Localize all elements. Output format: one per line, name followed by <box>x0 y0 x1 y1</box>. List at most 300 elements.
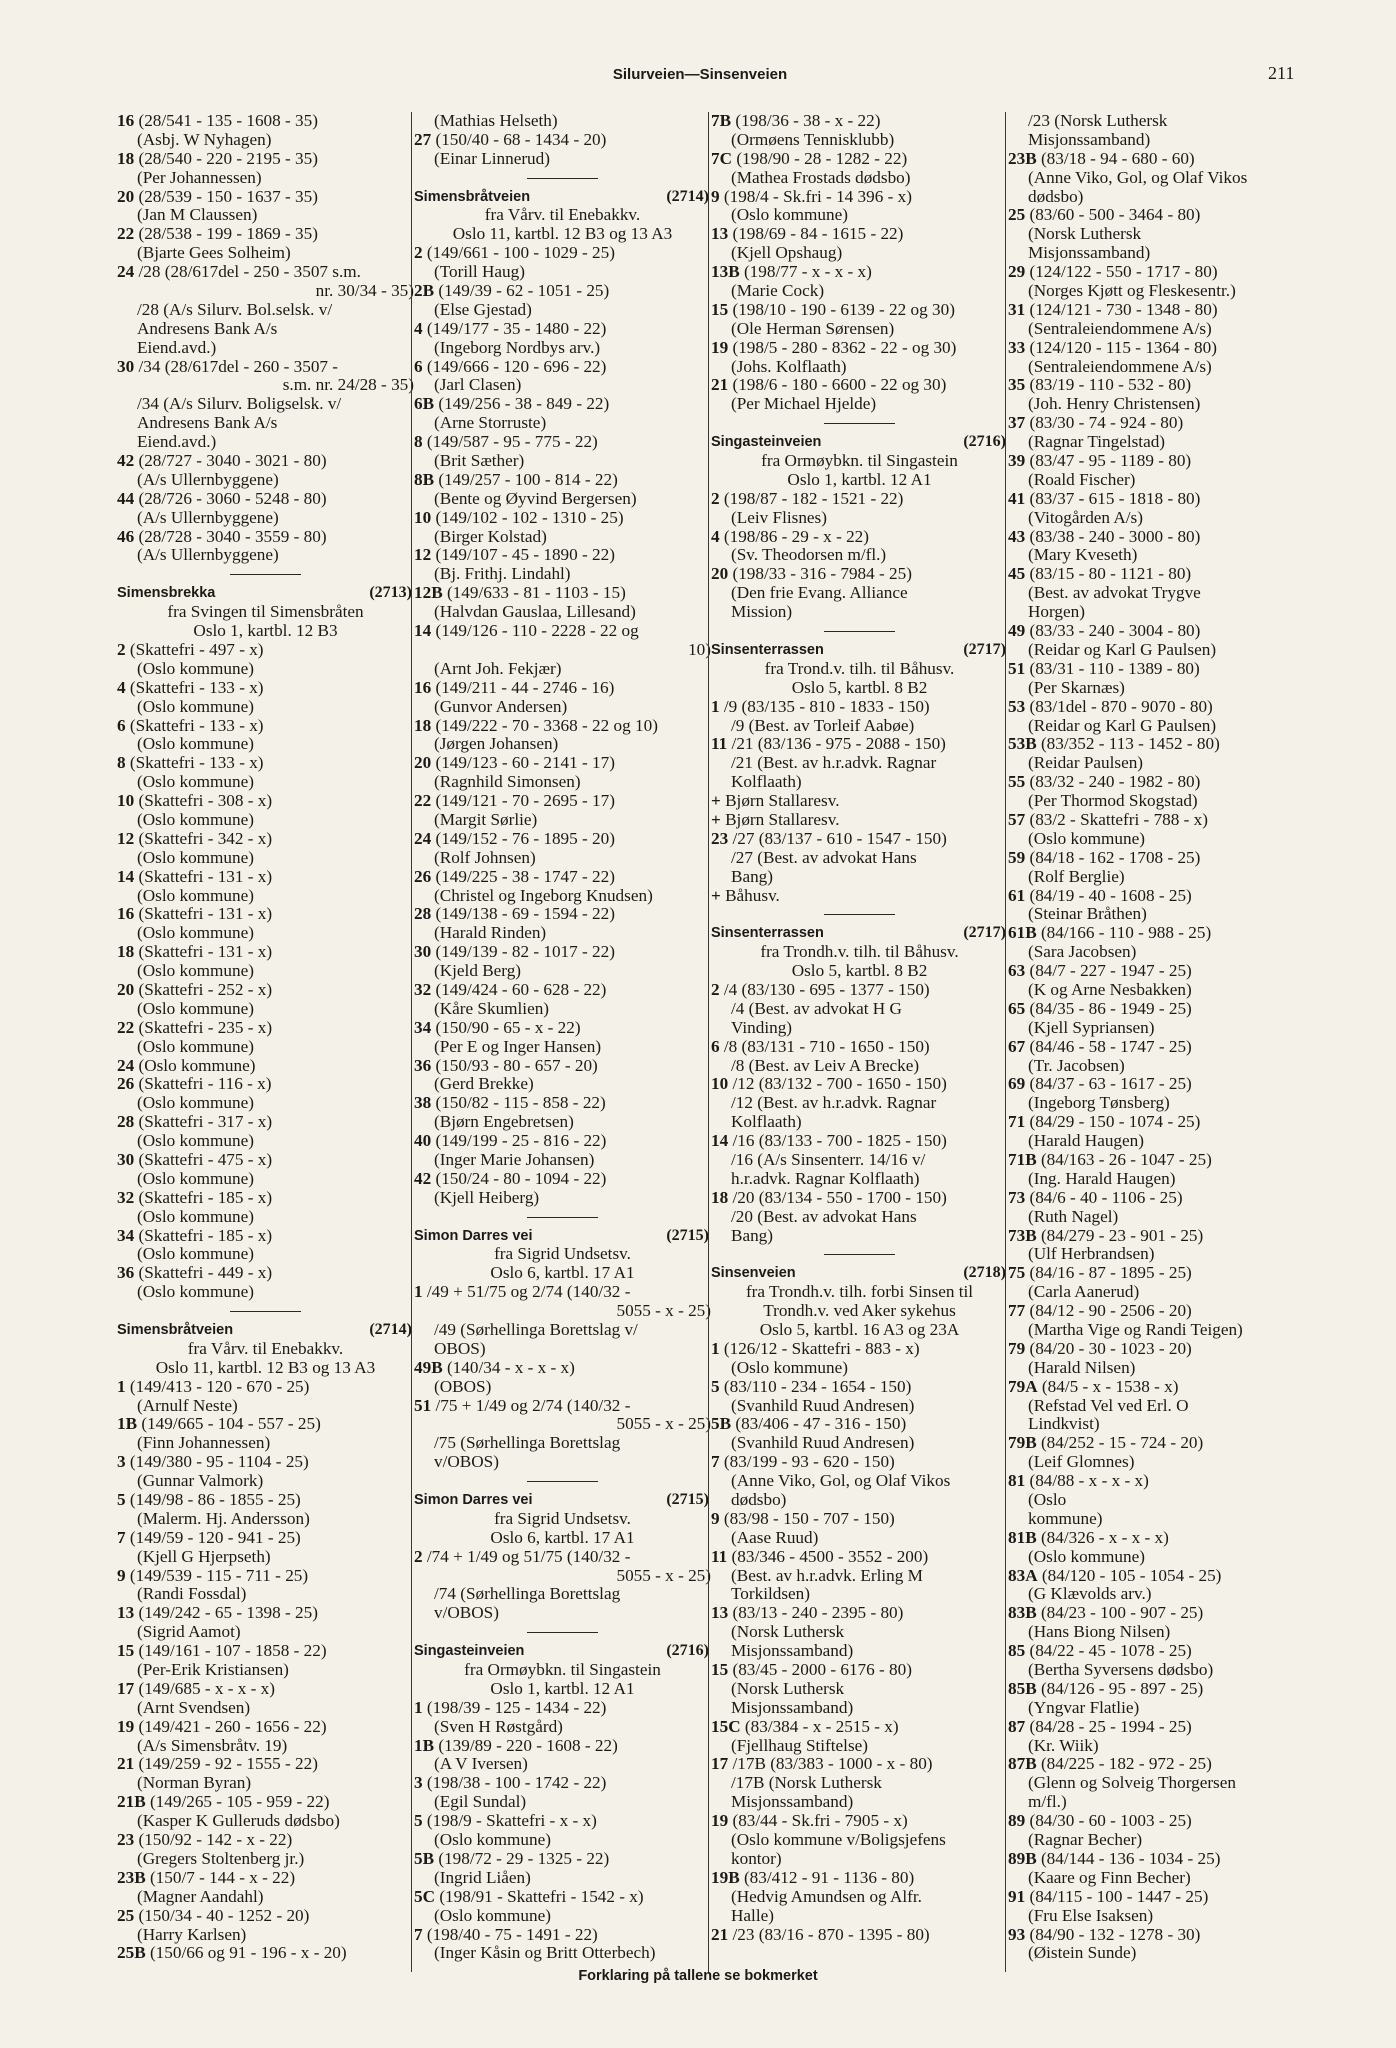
house-number: 93 <box>1008 1925 1026 1944</box>
property-details: (28/539 - 150 - 1637 - 35) <box>134 187 318 206</box>
property-details: (150/24 - 80 - 1094 - 22) <box>431 1169 607 1188</box>
owner-line: (Oslo kommune) <box>1028 829 1145 848</box>
owner-line: (Refstad Vel ved Erl. O <box>1028 1396 1189 1415</box>
property-details: (149/424 - 60 - 628 - 22) <box>431 980 607 999</box>
property-details: (84/28 - 25 - 1994 - 25) <box>1025 1717 1192 1736</box>
house-number: 63 <box>1008 962 1026 981</box>
owner-line: (Kjell Heiberg) <box>434 1188 540 1207</box>
property-entry <box>1008 773 1263 792</box>
property-entry <box>117 1415 414 1434</box>
property-details: (84/120 - 105 - 1054 - 25) <box>1037 1566 1222 1585</box>
owner-line: Torkildsen) <box>731 1585 810 1604</box>
property-details: (28/538 - 199 - 1869 - 35) <box>134 225 318 244</box>
page-number: 211 <box>1268 63 1295 83</box>
property-details: (149/123 - 60 - 2141 - 17) <box>431 754 615 773</box>
owner-line: (Steinar Bråthen) <box>1028 905 1147 924</box>
owner-line: (Bente og Øyvind Bergersen) <box>434 489 637 508</box>
owner-line: (Fjellhaug Stiftelse) <box>731 1736 868 1755</box>
owner-line: (Gunnar Valmork) <box>137 1472 264 1491</box>
owner-line: (Oslo kommune) <box>137 1037 254 1056</box>
house-number: 32 <box>117 1188 135 1207</box>
owner-line: (Sentraleiendommene A/s) <box>1028 357 1212 376</box>
property-details: (198/4 - Sk.fri - 14 396 - x) <box>719 187 912 206</box>
owner-line: Kolflaath) <box>731 773 802 792</box>
owner-line: /28 (A/s Silurv. Bol.selsk. v/ <box>137 300 333 319</box>
house-number: 20 <box>117 187 135 206</box>
property-details: (28/726 - 3060 - 5248 - 80) <box>134 489 327 508</box>
entry-continuation: 10) <box>688 640 711 659</box>
property-entry <box>117 1718 414 1737</box>
property-entry <box>711 376 1008 395</box>
property-details: (83/32 - 240 - 1982 - 80) <box>1025 773 1201 792</box>
owner-line: (Leiv Flisnes) <box>731 508 827 527</box>
house-number: 30 <box>414 943 432 962</box>
property-details: Båhusv. <box>720 886 780 905</box>
street-description: fra Sigrid Undsetsv. <box>494 1509 631 1528</box>
owner-line: (Bjørn Engebretsen) <box>434 1113 574 1132</box>
house-number: 13 <box>117 1604 135 1623</box>
property-entry <box>414 358 711 377</box>
property-entry <box>117 1189 414 1208</box>
property-details: (198/5 - 280 - 8362 - 22 - og 30) <box>728 338 957 357</box>
property-details: /34 (28/617del - 260 - 3507 - <box>134 357 339 376</box>
house-number: 5B <box>414 1849 435 1868</box>
property-details: (Skattefri - 317 - x) <box>134 1113 273 1132</box>
owner-line: (Oslo kommune) <box>434 1906 551 1925</box>
property-entry <box>1008 452 1263 471</box>
owner-line: (Reidar og Karl G Paulsen) <box>1028 640 1217 659</box>
property-details: (84/23 - 100 - 907 - 25) <box>1036 1604 1204 1623</box>
property-details: (149/98 - 86 - 1855 - 25) <box>125 1491 301 1510</box>
property-entry <box>1008 1227 1263 1246</box>
property-details: (83/384 - x - 2515 - x) <box>740 1717 899 1736</box>
property-details: (83/60 - 500 - 3464 - 80) <box>1025 206 1201 225</box>
owner-line: (Egil Sundal) <box>434 1793 527 1812</box>
owner-line: h.r.advk. Ragnar Kolflaath) <box>731 1169 920 1188</box>
house-number: 14 <box>117 867 135 886</box>
section-separator <box>711 1245 1008 1264</box>
property-details: (149/211 - 44 - 2746 - 16) <box>431 678 615 697</box>
house-number: 1 <box>711 697 720 716</box>
property-entry <box>117 981 414 1000</box>
owner-line: Andresens Bank A/s <box>137 414 278 433</box>
section-separator <box>414 1623 711 1642</box>
house-number: 37 <box>1008 414 1026 433</box>
section-separator <box>414 1472 711 1491</box>
property-details: (Skattefri - 133 - x) <box>125 716 264 735</box>
property-entry <box>1008 1113 1263 1132</box>
owner-line: Halle) <box>731 1906 774 1925</box>
property-details: (149/139 - 82 - 1017 - 22) <box>431 943 615 962</box>
property-details: (Skattefri - 235 - x) <box>134 1018 273 1037</box>
house-number: 53 <box>1008 697 1026 716</box>
property-details: (83/37 - 615 - 1818 - 80) <box>1025 489 1201 508</box>
house-number: 51 <box>1008 659 1026 678</box>
house-number: 42 <box>414 1169 432 1188</box>
property-entry <box>1008 1604 1263 1623</box>
owner-line: (Oslo kommune) <box>137 1283 254 1302</box>
property-details: (83/406 - 47 - 316 - 150) <box>731 1415 907 1434</box>
property-entry <box>711 565 1008 584</box>
owner-line: /9 (Best. av Torleif Aabøe) <box>731 716 915 735</box>
owner-line: (Gerd Brekke) <box>434 1075 534 1094</box>
owner-line: (Norges Kjøtt og Fleskesentr.) <box>1028 282 1236 301</box>
owner-line: (Svanhild Ruud Andresen) <box>731 1434 915 1453</box>
owner-line: (Den frie Evang. Alliance <box>731 584 908 603</box>
street-description: fra Trondh.v. tilh. forbi Sinsen til <box>745 1283 974 1302</box>
house-number: 49B <box>414 1358 443 1377</box>
property-entry <box>1008 301 1263 320</box>
property-entry <box>711 490 1008 509</box>
property-entry <box>711 1189 1008 1208</box>
property-entry <box>1008 1264 1263 1283</box>
property-entry <box>711 698 1008 717</box>
house-number: 61B <box>1008 924 1037 943</box>
property-entry <box>1008 1038 1263 1057</box>
house-number: 32 <box>414 980 432 999</box>
property-entry <box>414 1132 711 1151</box>
property-entry <box>117 1642 414 1661</box>
owner-line: (Harald Rinden) <box>434 924 547 943</box>
property-entry <box>711 792 1008 811</box>
house-number: 18 <box>117 149 135 168</box>
property-details: (149/633 - 81 - 1103 - 15) <box>442 584 626 603</box>
property-details: (84/5 - x - 1538 - x) <box>1037 1377 1179 1396</box>
owner-line: (Per Johannessen) <box>137 168 262 187</box>
house-number: 9 <box>117 1566 126 1585</box>
owner-line: (Ingeborg Nordbys arv.) <box>434 338 601 357</box>
house-number: 79A <box>1008 1377 1038 1396</box>
house-number: 43 <box>1008 527 1026 546</box>
owner-line: (Oslo kommune) <box>137 848 254 867</box>
street-heading <box>117 584 414 603</box>
owner-line: (Gregers Stoltenberg jr.) <box>137 1849 305 1868</box>
property-details: (84/18 - 162 - 1708 - 25) <box>1025 848 1201 867</box>
property-details: (139/89 - 220 - 1608 - 22) <box>434 1736 618 1755</box>
property-entry <box>711 1604 1008 1623</box>
owner-line: (Margit Sørlie) <box>434 810 538 829</box>
property-details: (149/242 - 65 - 1398 - 25) <box>134 1604 318 1623</box>
house-number: 29 <box>1008 263 1026 282</box>
house-number: 4 <box>711 527 720 546</box>
property-details: (150/90 - 65 - x - 22) <box>431 1018 581 1037</box>
property-entry <box>711 1038 1008 1057</box>
house-number: 35 <box>1008 376 1026 395</box>
house-number: 17 <box>117 1679 135 1698</box>
house-number: 81 <box>1008 1472 1026 1491</box>
street-heading <box>414 188 711 207</box>
owner-line: /74 (Sørhellinga Borettslag <box>434 1585 621 1604</box>
owner-line: Vinding) <box>731 1018 793 1037</box>
property-entry <box>711 1510 1008 1529</box>
house-number: 1 <box>414 1283 423 1302</box>
column-divider <box>411 112 412 1972</box>
property-details: (150/7 - 144 - x - 22) <box>145 1868 296 1887</box>
owner-line: (Kjeld Berg) <box>434 962 522 981</box>
property-details: (149/138 - 69 - 1594 - 22) <box>431 905 615 924</box>
property-details: /4 (83/130 - 695 - 1377 - 150) <box>719 980 930 999</box>
house-number: 3 <box>117 1453 126 1472</box>
owner-line: /20 (Best. av advokat Hans <box>731 1207 917 1226</box>
property-details: /9 (83/135 - 810 - 1833 - 150) <box>719 697 930 716</box>
property-details: (84/279 - 23 - 901 - 25) <box>1036 1226 1204 1245</box>
property-details: (84/163 - 26 - 1047 - 25) <box>1036 1150 1212 1169</box>
property-details: (83/31 - 110 - 1389 - 80) <box>1025 659 1200 678</box>
property-details: (Skattefri - 131 - x) <box>134 867 273 886</box>
house-number: 2 <box>711 489 720 508</box>
house-number: 1 <box>711 1339 720 1358</box>
street-description: Oslo 1, kartbl. 12 A1 <box>787 470 932 489</box>
house-number: 38 <box>414 1094 432 1113</box>
street-description: Oslo 5, kartbl. 8 B2 <box>791 678 928 697</box>
property-entry <box>117 717 414 736</box>
owner-line: (Asbj. W Nyhagen) <box>137 130 272 149</box>
street-description: Oslo 6, kartbl. 17 A1 <box>490 1528 635 1547</box>
street-description: Oslo 11, kartbl. 12 B3 og 13 A3 <box>155 1358 376 1377</box>
owner-line: Bang) <box>731 867 774 886</box>
street-description: Oslo 1, kartbl. 12 A1 <box>490 1679 635 1698</box>
owner-line: (Per E og Inger Hansen) <box>434 1037 602 1056</box>
owner-line: /34 (A/s Silurv. Boligselsk. v/ <box>137 395 342 414</box>
owner-line: (OBOS) <box>434 1377 492 1396</box>
property-details: (84/88 - x - x - x) <box>1025 1472 1149 1491</box>
property-details: (198/86 - 29 - x - 22) <box>719 527 870 546</box>
house-number: 12B <box>414 584 443 603</box>
owner-line: (A/s Ullernbyggene) <box>137 546 279 565</box>
property-details: (83/15 - 80 - 1121 - 80) <box>1025 565 1192 584</box>
owner-line: Mission) <box>731 603 793 622</box>
house-number: 3 <box>414 1774 423 1793</box>
house-number: 31 <box>1008 300 1026 319</box>
owner-line: (Jarl Clasen) <box>434 376 522 395</box>
owner-line: (Arnt Svendsen) <box>137 1698 251 1717</box>
street-heading <box>711 924 1008 943</box>
property-entry <box>117 358 414 377</box>
property-details: (149/265 - 105 - 959 - 22) <box>145 1793 330 1812</box>
owner-line: (Bertha Syversens dødsbo) <box>1028 1661 1214 1680</box>
property-entry <box>1008 206 1263 225</box>
owner-line: /4 (Best. av advokat H G <box>731 999 902 1018</box>
property-details: (84/37 - 63 - 1617 - 25) <box>1025 1075 1192 1094</box>
house-number: 15 <box>711 300 729 319</box>
owner-line: (Yngvar Flatlie) <box>1028 1698 1140 1717</box>
owner-line: (Reidar Paulsen) <box>1028 754 1144 773</box>
street-name: Singasteinveien <box>711 434 822 451</box>
house-number: 83B <box>1008 1604 1037 1623</box>
owner-line: (Oslo kommune) <box>137 886 254 905</box>
street-description: Oslo 6, kartbl. 17 A1 <box>490 1264 635 1283</box>
owner-line: Eiend.avd.) <box>137 433 217 452</box>
owner-line: (Magner Aandahl) <box>137 1887 264 1906</box>
owner-line: (Reidar og Karl G Paulsen) <box>1028 716 1217 735</box>
owner-line: (Gunvor Andersen) <box>434 697 568 716</box>
property-details: (Skattefri - 342 - x) <box>134 829 273 848</box>
property-entry <box>1008 1472 1263 1491</box>
house-number: 14 <box>711 1132 729 1151</box>
street-heading <box>711 433 1008 452</box>
house-number: 7B <box>711 112 732 130</box>
house-number: 20 <box>414 754 432 773</box>
property-details: (83/18 - 94 - 680 - 60) <box>1036 149 1195 168</box>
column-divider <box>1005 112 1006 1972</box>
property-details: (83/412 - 91 - 1136 - 80) <box>739 1868 915 1887</box>
house-number: 6B <box>414 395 435 414</box>
house-number: 26 <box>117 1075 135 1094</box>
property-details: (84/166 - 110 - 988 - 25) <box>1036 924 1212 943</box>
street-code: (2713) <box>369 584 412 602</box>
property-details: (149/161 - 107 - 1858 - 22) <box>134 1642 327 1661</box>
property-entry <box>1008 887 1263 906</box>
property-details: (Oslo kommune) <box>134 1056 256 1075</box>
owner-line: /12 (Best. av h.r.advk. Ragnar <box>731 1094 937 1113</box>
owner-line: (Oslo kommune) <box>434 1831 551 1850</box>
house-number: 10 <box>414 508 432 527</box>
property-entry <box>414 244 711 263</box>
street-code: (2716) <box>963 433 1006 451</box>
owner-line: /27 (Best. av advokat Hans <box>731 848 917 867</box>
house-number: 41 <box>1008 489 1026 508</box>
property-entry <box>117 830 414 849</box>
owner-line: (Mary Kveseth) <box>1028 546 1138 565</box>
property-details: (149/665 - 104 - 557 - 25) <box>137 1415 321 1434</box>
owner-line: (Øistein Sunde) <box>1028 1944 1137 1963</box>
house-number: + <box>711 810 721 829</box>
property-entry <box>117 943 414 962</box>
property-details: (149/587 - 95 - 775 - 22) <box>422 433 598 452</box>
property-details: /27 (83/137 - 610 - 1547 - 150) <box>728 829 947 848</box>
street-code: (2714) <box>666 187 709 205</box>
entry-continuation: s.m. nr. 24/28 - 35) <box>282 376 414 395</box>
property-details: (84/225 - 182 - 972 - 25) <box>1036 1755 1212 1774</box>
owner-line: (Ragnhild Simonsen) <box>434 773 581 792</box>
property-entry <box>117 1453 414 1472</box>
property-details: (84/90 - 132 - 1278 - 30) <box>1025 1925 1201 1944</box>
column-2 <box>414 112 711 1972</box>
owner-line: (Hedvig Amundsen og Alfr. <box>731 1887 922 1906</box>
house-number: 20 <box>117 980 135 999</box>
section-separator <box>414 1208 711 1227</box>
owner-line: (Oslo kommune) <box>137 962 254 981</box>
house-number: 10 <box>711 1075 729 1094</box>
house-number: 2B <box>414 282 435 301</box>
house-number: 79B <box>1008 1434 1037 1453</box>
property-entry <box>711 887 1008 906</box>
house-number: 49 <box>1008 622 1026 641</box>
owner-line: (Svanhild Ruud Andresen) <box>731 1396 915 1415</box>
owner-line: (Per Michael Hjelde) <box>731 395 877 414</box>
owner-line: (Torill Haug) <box>434 263 525 282</box>
directory-columns <box>117 112 1263 1972</box>
house-number: 67 <box>1008 1037 1026 1056</box>
owner-line: (Harry Karlsen) <box>137 1925 247 1944</box>
owner-line: (Ulf Herbrandsen) <box>1028 1245 1155 1264</box>
property-entry <box>414 1926 711 1945</box>
house-number: 14 <box>414 622 432 641</box>
owner-line: (Oslo kommune) <box>731 1358 848 1377</box>
property-entry <box>711 150 1008 169</box>
owner-line: (Tr. Jacobsen) <box>1028 1056 1125 1075</box>
column-divider <box>708 112 709 1972</box>
house-number: 16 <box>117 112 135 130</box>
property-entry <box>414 320 711 339</box>
house-number: + <box>711 886 721 905</box>
property-entry <box>1008 490 1263 509</box>
property-details: (84/12 - 90 - 2506 - 20) <box>1025 1302 1192 1321</box>
street-heading <box>414 1227 711 1246</box>
owner-line: v/OBOS) <box>434 1453 499 1472</box>
owner-line: (Martha Vige og Randi Teigen) <box>1028 1321 1243 1339</box>
property-entry <box>711 112 1008 131</box>
property-details: (83/98 - 150 - 707 - 150) <box>719 1509 895 1528</box>
house-number: 26 <box>414 867 432 886</box>
property-entry <box>711 1340 1008 1359</box>
street-description: fra Ormøybkn. til Singastein <box>464 1661 661 1680</box>
property-entry <box>414 717 711 736</box>
house-number: 59 <box>1008 848 1026 867</box>
owner-line: (Hans Biong Nilsen) <box>1028 1623 1171 1642</box>
property-entry <box>711 225 1008 244</box>
house-number: 5 <box>117 1491 126 1510</box>
owner-line: Misjonssamband) <box>731 1698 854 1717</box>
owner-line: Kolflaath) <box>731 1113 802 1132</box>
property-entry <box>117 452 414 471</box>
owner-line: /16 (A/s Sinsenterr. 14/16 v/ <box>731 1150 926 1169</box>
property-entry <box>414 622 711 641</box>
property-details: (150/66 og 91 - 196 - x - 20) <box>145 1944 347 1963</box>
property-entry <box>117 1113 414 1132</box>
owner-line: (Arnulf Neste) <box>137 1396 238 1415</box>
house-number: 15 <box>711 1661 729 1680</box>
property-details: (149/225 - 38 - 1747 - 22) <box>431 867 615 886</box>
property-details: (198/10 - 190 - 6139 - 22 og 30) <box>728 300 955 319</box>
house-number: 22 <box>414 792 432 811</box>
owner-line: (Oslo kommune) <box>137 1169 254 1188</box>
property-entry <box>1008 263 1263 282</box>
property-details: (Skattefri - 185 - x) <box>134 1188 273 1207</box>
property-entry <box>414 905 711 924</box>
property-entry <box>1008 1567 1263 1586</box>
property-details: (149/661 - 100 - 1029 - 25) <box>422 244 615 263</box>
owner-line: (Norman Byran) <box>137 1774 252 1793</box>
owner-line: (Aase Ruud) <box>731 1528 819 1547</box>
property-details: /8 (83/131 - 710 - 1650 - 150) <box>719 1037 930 1056</box>
house-number: 4 <box>117 678 126 697</box>
property-entry <box>414 1057 711 1076</box>
street-description: Oslo 11, kartbl. 12 B3 og 13 A3 <box>452 225 673 244</box>
property-details: /20 (83/134 - 550 - 1700 - 150) <box>728 1188 947 1207</box>
property-entry <box>1008 376 1263 395</box>
column-4 <box>1008 112 1263 1972</box>
property-details: (149/666 - 120 - 696 - 22) <box>422 357 607 376</box>
house-number: 13 <box>711 1604 729 1623</box>
property-entry <box>1008 1378 1263 1397</box>
property-details: (83/13 - 240 - 2395 - 80) <box>728 1604 904 1623</box>
property-entry <box>711 188 1008 207</box>
owner-line: kontor) <box>731 1849 782 1868</box>
owner-line: (Norsk Luthersk <box>1028 225 1142 244</box>
property-details: Bjørn Stallaresv. <box>720 792 840 811</box>
property-details: (Skattefri - 116 - x) <box>134 1075 272 1094</box>
owner-line: (Kåre Skumlien) <box>434 999 550 1018</box>
property-details: (84/126 - 95 - 897 - 25) <box>1036 1679 1204 1698</box>
owner-line: (Leif Glomnes) <box>1028 1453 1135 1472</box>
property-entry <box>1008 1888 1263 1907</box>
owner-line: (Anne Viko, Gol, og Olaf Vikos <box>1028 168 1248 187</box>
property-entry <box>117 188 414 207</box>
house-number: 22 <box>117 1018 135 1037</box>
house-number: 19 <box>711 338 729 357</box>
section-separator <box>711 622 1008 641</box>
